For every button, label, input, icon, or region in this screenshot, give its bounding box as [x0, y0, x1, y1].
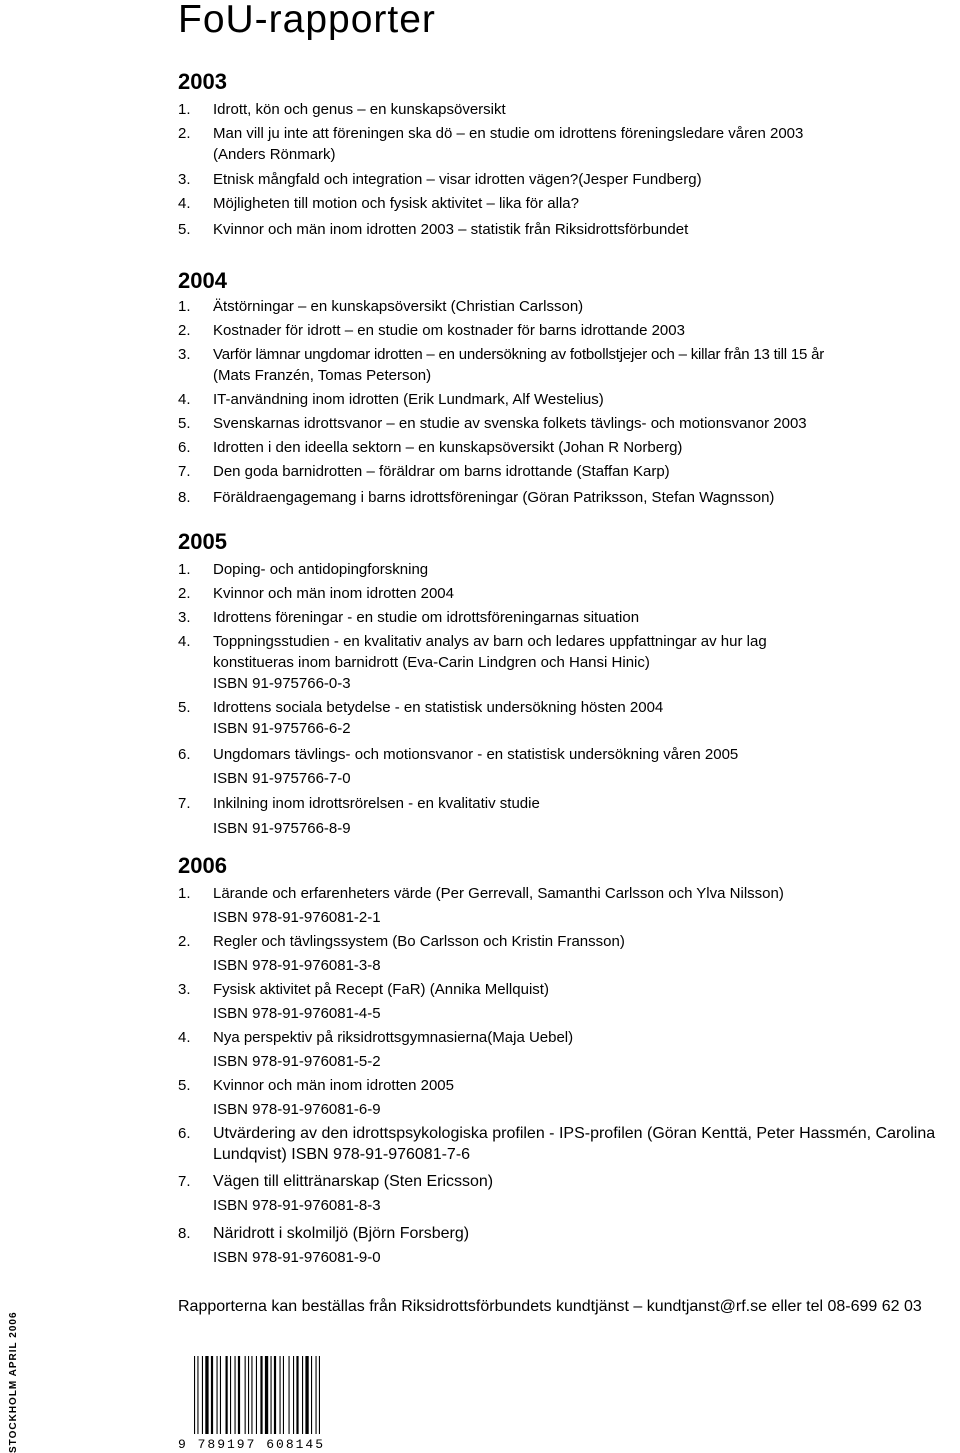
item-number: 4. [178, 633, 191, 650]
item-author: (Anders Rönmark) [213, 146, 336, 163]
year-heading: 2004 [178, 268, 227, 293]
year-heading: 2006 [178, 853, 227, 878]
item-text: Idrottens föreningar - en studie om idrottsföreningarnas situation [213, 609, 640, 626]
item-text: Fysisk aktivitet på Recept (FaR) (Annika Mellquist) [213, 981, 549, 998]
item-text: Regler och tävlingssystem (Bo Carlsson och Kristin Fransson) [213, 933, 625, 950]
list-item [178, 1123, 960, 1171]
section-2005 [178, 527, 960, 841]
item-number: 3. [178, 346, 191, 363]
report-list [178, 99, 960, 243]
list-item [178, 883, 960, 931]
list-item [178, 559, 960, 583]
list-item [178, 461, 960, 487]
barcode-bar [283, 1356, 284, 1434]
item-text: Den goda barnidrotten – föräldrar om barns idrottande (Staffan Karp) [213, 463, 670, 480]
item-text: Kvinnor och män inom idrotten 2003 – statistik från Riksidrottsförbundet [213, 221, 689, 238]
list-item [178, 1075, 960, 1123]
barcode-bar [194, 1356, 195, 1434]
section-2003 [178, 67, 960, 243]
item-text: Idrottens sociala betydelse - en statistisk undersökning hösten 2004 [213, 699, 664, 716]
item-number: 6. [178, 1125, 191, 1142]
barcode-bar [211, 1356, 213, 1434]
item-number: 7. [178, 463, 191, 480]
barcode-bar [248, 1356, 249, 1434]
list-item [178, 389, 960, 413]
item-number: 1. [178, 298, 191, 315]
item-text: Nya perspektiv på riksidrottsgymnasierna(Maja Uebel) [213, 1029, 574, 1046]
item-text: Kostnader för idrott – en studie om kostnader för barns idrottande 2003 [213, 322, 685, 339]
barcode-bar [293, 1356, 294, 1434]
barcode-number: 9 789197 608145 [178, 1437, 326, 1452]
list-item [178, 123, 960, 169]
list-item [178, 193, 960, 219]
list-item [178, 99, 960, 123]
barcode-bar [311, 1356, 312, 1434]
barcode-bar [238, 1356, 240, 1434]
item-number: 8. [178, 489, 191, 506]
list-item [178, 1223, 960, 1271]
item-number: 8. [178, 1225, 191, 1242]
item-number: 6. [178, 746, 191, 763]
item-text: Doping- och antidopingforskning [213, 561, 429, 578]
item-isbn: ISBN 978-91-976081-3-8 [213, 957, 381, 974]
item-number: 7. [178, 795, 191, 812]
list-item [178, 1027, 960, 1075]
page-title: FoU-rapporter [178, 0, 436, 41]
sidebar-date: STOCKHOLM APRIL 2006 [8, 1311, 19, 1453]
year-heading: 2005 [178, 529, 227, 554]
barcode-bar [289, 1356, 290, 1434]
list-item [178, 413, 960, 437]
item-text: Kvinnor och män inom idrotten 2005 [213, 1077, 454, 1094]
item-text: Etnisk mångfald och integration – visar idrotten vägen?(Jesper Fundberg) [213, 171, 702, 188]
item-number: 2. [178, 125, 191, 142]
barcode-bar [260, 1356, 262, 1434]
item-text: Idrotten i den ideella sektorn – en kunskapsöversikt (Johan R Norberg) [213, 439, 683, 456]
barcode-bar [245, 1356, 246, 1434]
barcode-bar [217, 1356, 218, 1434]
list-item [178, 320, 960, 344]
list-item [178, 1171, 960, 1223]
item-isbn: ISBN 978-91-976081-8-3 [213, 1197, 381, 1214]
item-author: (Mats Franzén, Tomas Peterson) [213, 367, 432, 384]
item-number: 4. [178, 391, 191, 408]
item-number: 5. [178, 415, 191, 432]
item-isbn: ISBN 978-91-976081-6-9 [213, 1101, 381, 1118]
list-item [178, 607, 960, 631]
item-number: 2. [178, 933, 191, 950]
item-number: 3. [178, 171, 191, 188]
item-number: 2. [178, 322, 191, 339]
item-text: Ätstörningar – en kunskapsöversikt (Christian Carlsson) [213, 298, 584, 315]
item-number: 1. [178, 885, 191, 902]
list-item [178, 344, 960, 389]
list-item [178, 631, 960, 697]
barcode-bar [305, 1356, 308, 1434]
list-item [178, 793, 960, 841]
barcode-bar [226, 1356, 228, 1434]
item-text: Varför lämnar ungdomar idrotten – en undersökning av fotbollstjejer och – killar från 13 till 15 år [213, 346, 825, 363]
barcode-bar [271, 1356, 272, 1434]
barcode-bar [202, 1356, 203, 1434]
order-note: Rapporterna kan beställas från Riksidrottsförbundets kundtjänst – kundtjanst@rf.se eller tel 08-699 62 03 [178, 1298, 922, 1315]
item-isbn: ISBN 978-91-976081-5-2 [213, 1053, 381, 1070]
item-number: 4. [178, 1029, 191, 1046]
barcode-bar [280, 1356, 281, 1434]
item-isbn: ISBN 91-975766-6-2 [213, 720, 351, 737]
item-text: Kvinnor och män inom idrotten 2004 [213, 585, 454, 602]
list-item [178, 583, 960, 607]
barcode-bar [235, 1356, 236, 1434]
item-number: 1. [178, 561, 191, 578]
item-number: 5. [178, 1077, 191, 1094]
item-number: 5. [178, 699, 191, 716]
list-item [178, 979, 960, 1027]
item-isbn: ISBN 978-91-976081-9-0 [213, 1249, 381, 1266]
barcode-bar [265, 1356, 268, 1434]
item-number: 5. [178, 221, 191, 238]
item-number: 3. [178, 609, 191, 626]
report-list [178, 559, 960, 841]
item-text: Inkilning inom idrottsrörelsen - en kvalitativ studie [213, 795, 540, 812]
year-heading: 2003 [178, 69, 227, 94]
item-text: Man vill ju inte att föreningen ska dö – en studie om idrottens föreningsledare våren 2003 [213, 125, 804, 142]
barcode-bar [319, 1356, 320, 1434]
item-isbn: ISBN 91-975766-0-3 [213, 675, 351, 692]
item-isbn: ISBN 91-975766-8-9 [213, 820, 351, 837]
barcode-bar [251, 1356, 252, 1434]
barcode-bar [197, 1356, 198, 1434]
barcode-bar [296, 1356, 298, 1434]
item-text: Svenskarnas idrottsvanor – en studie av svenska folkets tävlings- och motionsvanor 2003 [213, 415, 807, 432]
item-isbn: ISBN 978-91-976081-4-5 [213, 1005, 381, 1022]
list-item [178, 296, 960, 320]
barcode-icon [178, 1356, 338, 1438]
barcode-bar [316, 1356, 317, 1434]
item-number: 4. [178, 195, 191, 212]
report-list [178, 296, 960, 511]
section-2004 [178, 266, 960, 511]
barcode-bar [205, 1356, 208, 1434]
item-number: 3. [178, 981, 191, 998]
item-text: Möjligheten till motion och fysisk aktivitet – lika för alla? [213, 195, 579, 212]
item-number: 1. [178, 101, 191, 118]
item-text: Lärande och erfarenheters värde (Per Gerrevall, Samanthi Carlsson och Ylva Nilsson) [213, 885, 784, 902]
list-item [178, 169, 960, 193]
barcode-bar [274, 1356, 276, 1434]
item-number: 7. [178, 1173, 191, 1190]
list-item [178, 931, 960, 979]
barcode-bar [230, 1356, 231, 1434]
report-list [178, 883, 960, 1271]
item-text: Utvärdering av den idrottspsykologiska profilen - IPS-profilen (Göran Kenttä, Peter Hassmén, Carolina Lundqvist) ISBN 978-91-976081-7-6 [213, 1125, 936, 1163]
list-item [178, 437, 960, 461]
barcode-bar [256, 1356, 257, 1434]
item-number: 6. [178, 439, 191, 456]
item-text: Toppningsstudien - en kvalitativ analys av barn och ledares uppfattningar av hur lag konstitueras inom barnidrott (Eva-Carin Lindgren och Hansi Hinic) [213, 633, 767, 671]
section-2006 [178, 851, 960, 1271]
list-item [178, 487, 960, 511]
item-text: IT-användning inom idrotten (Erik Lundmark, Alf Westelius) [213, 391, 604, 408]
list-item [178, 697, 960, 744]
barcode-bar [220, 1356, 221, 1434]
item-text: Idrott, kön och genus – en kunskapsöversikt [213, 101, 506, 118]
item-text: Näridrott i skolmiljö (Björn Forsberg) [213, 1225, 470, 1242]
item-isbn: ISBN 91-975766-7-0 [213, 770, 351, 787]
barcode-bar [302, 1356, 303, 1434]
item-text: Ungdomars tävlings- och motionsvanor - en statistisk undersökning våren 2005 [213, 746, 739, 763]
item-isbn: ISBN 978-91-976081-2-1 [213, 909, 381, 926]
isbn-barcode [178, 1356, 338, 1453]
list-item [178, 744, 960, 793]
list-item [178, 219, 960, 243]
item-text: Vägen till elittränarskap (Sten Ericsson) [213, 1173, 494, 1190]
item-text: Föräldraengagemang i barns idrottsföreningar (Göran Patriksson, Stefan Wagnsson) [213, 489, 775, 506]
item-number: 2. [178, 585, 191, 602]
